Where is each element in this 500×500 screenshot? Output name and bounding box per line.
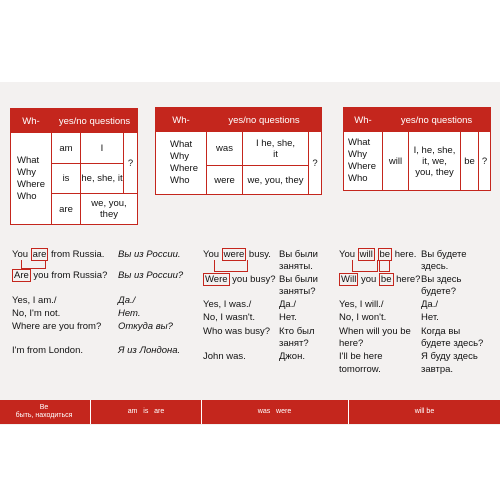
present-forms: am is are <box>127 408 165 415</box>
boxed-verb: Will <box>341 274 357 285</box>
example-statement: You are from Russia. <box>12 249 105 260</box>
verb-was: was <box>216 143 233 154</box>
subject-he-she-it: he, she, it <box>81 173 123 184</box>
wh-header: Wh- <box>11 109 51 133</box>
boxed-verb: were <box>223 249 245 260</box>
verb-will: will <box>388 155 403 167</box>
subject-we-you-they: we, you, they <box>247 174 304 186</box>
subject-i-he-she-it: I he, she, it <box>255 137 296 160</box>
boxed-verb: be <box>379 249 391 260</box>
question-mark: ? <box>127 157 134 169</box>
question-mark: ? <box>312 157 318 169</box>
bottom-bar <box>0 400 500 424</box>
wh-header: Wh- <box>156 108 206 132</box>
swap-arrow <box>214 260 248 272</box>
verb-were: were <box>214 174 235 186</box>
wh-words: What Why Where Who <box>170 139 198 186</box>
example-statement: You will be here. <box>339 249 417 260</box>
question-mark: ? <box>481 155 488 167</box>
yes-no-header: yes/no questions <box>52 109 137 133</box>
yes-no-header: yes/no questions <box>383 108 490 132</box>
boxed-verb: are <box>32 249 47 260</box>
wh-header: Wh- <box>344 108 382 132</box>
example-question: Were you busy? <box>205 274 276 285</box>
example-statement: You were busy. <box>203 249 271 260</box>
yes-no-header: yes/no questions <box>207 108 321 132</box>
boxed-verb: Are <box>14 270 29 281</box>
subject-all: I, he, she, it, we, you, they <box>413 144 456 178</box>
example-question: Are you from Russia? <box>14 270 108 281</box>
wh-words: What Why Where Who <box>348 137 376 184</box>
past-forms: was were <box>257 408 292 415</box>
subject-we-you-they: we, you, they <box>91 198 127 220</box>
verb-am: am <box>59 142 73 154</box>
past-tense-table <box>155 107 322 195</box>
swap-arrow <box>21 260 46 269</box>
be-cell: be <box>464 155 475 167</box>
wh-words: What Why Where Who <box>17 155 45 202</box>
future-tense-table <box>343 107 491 191</box>
verb-are: are <box>59 203 73 215</box>
future-forms: will be <box>414 408 435 415</box>
verb-is: is <box>62 173 70 184</box>
example-question: Will you be here? <box>341 274 421 285</box>
subject-i: I <box>100 142 104 154</box>
boxed-verb: will <box>359 249 373 260</box>
swap-arrow <box>352 260 378 272</box>
boxed-verb: Were <box>205 274 228 285</box>
present-tense-table <box>10 108 138 225</box>
be-label: Be быть, находиться <box>15 404 73 419</box>
boxed-verb: be <box>380 274 392 285</box>
swap-arrow <box>379 260 390 272</box>
